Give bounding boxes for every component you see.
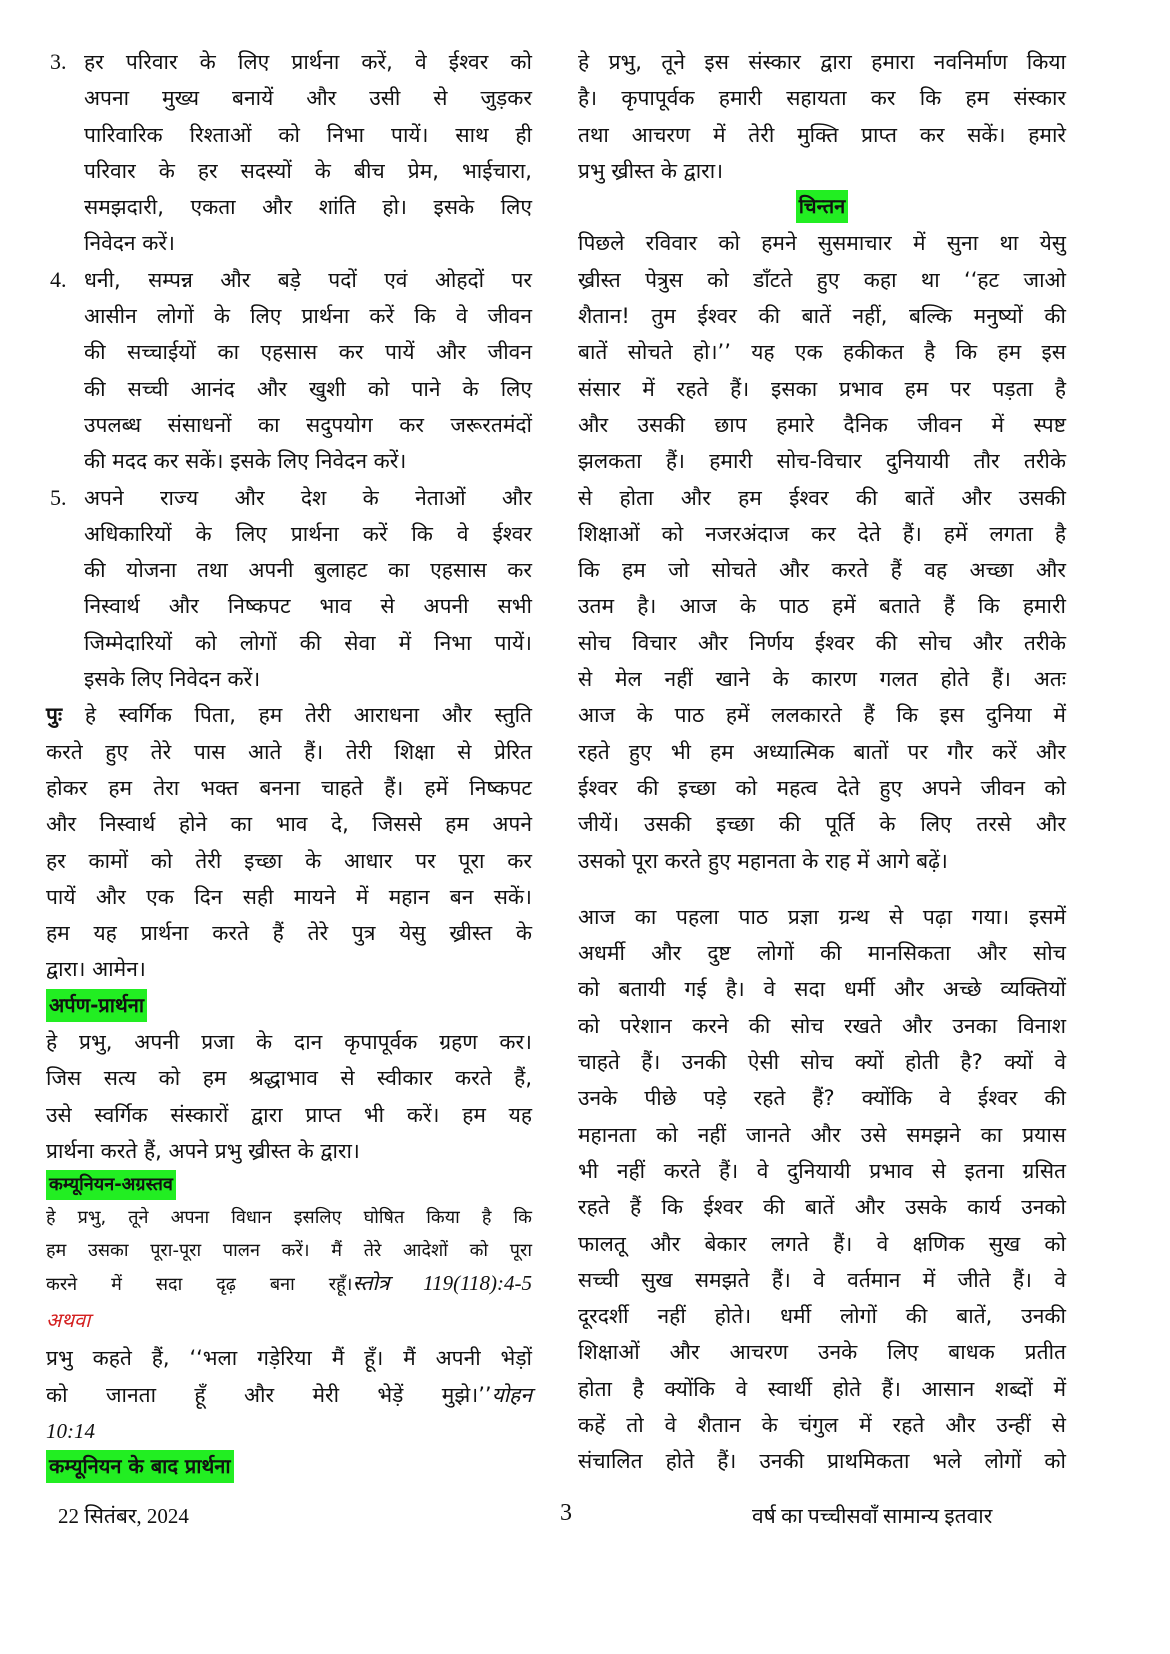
post-communion-heading-wrap — [46, 1449, 532, 1485]
text-line: हम उसका पूरा-पूरा पालन करें। मैं तेरे आदेशों को पूरा — [46, 1240, 532, 1262]
communion-antiphon-heading: कम्यूनियन-अग्रस्तव — [46, 1170, 176, 1200]
text-line: धनी, सम्पन्न और बड़े पदों एवं ओहदों पर — [84, 267, 532, 292]
text-span: को जानता हूँ और मेरी भेड़ें मुझे।’’ — [46, 1382, 492, 1407]
reflection-paragraph-2 — [578, 899, 1066, 1480]
post-communion-prayer — [578, 44, 1066, 189]
text-line: कि हम जो सोचते और करते हैं वह अच्छा और — [578, 558, 1066, 583]
text-line: को परेशान करने की सोच रखते और उनका विनाश — [578, 1013, 1066, 1038]
text-line: हर परिवार के लिए प्रार्थना करें, वे ईश्वर को — [84, 50, 532, 74]
text-line — [46, 697, 532, 733]
alternative-label: अथवा — [46, 1308, 91, 1333]
reflection-heading-wrap — [578, 189, 1066, 225]
text-line: उतम है। आज के पाठ हमें बताते हैं कि हमारी — [578, 594, 1066, 619]
text-line: हे प्रभु, तूने इस संस्कार द्वारा हमारा नवनिर्माण किया — [578, 50, 1066, 74]
text-line: हे प्रभु, अपनी प्रजा के दान कृपापूर्वक ग्रहण कर। — [46, 1030, 532, 1055]
text-line: शैतान! तुम ईश्वर की बातें नहीं, बल्कि मनुष्यों की — [578, 304, 1066, 329]
text-line: चाहते हैं। उनकी ऐसी सोच क्यों होती है? क्यों वे — [578, 1050, 1066, 1075]
scripture-reference: योहन — [491, 1382, 532, 1407]
text-line: पारिवारिक रिश्ताओं को निभा पायें। साथ ही — [84, 122, 532, 147]
text-line: कहें तो वे शैतान के चंगुल में रहते और उन्हीं से — [578, 1412, 1066, 1437]
text-line: से होता और हम ईश्वर की बातें और उसकी — [578, 485, 1066, 510]
offertory-prayer — [46, 1024, 532, 1169]
text-line: हर कामों को तेरी इच्छा के आधार पर पूरा कर — [46, 848, 532, 873]
text-line: आज का पहला पाठ प्रज्ञा ग्रन्थ से पढ़ा गया। इसमें — [578, 904, 1066, 929]
text-line: शिक्षाओं और आचरण उनके लिए बाधक प्रतीत — [578, 1340, 1066, 1365]
text-line: और उसकी छाप हमारे दैनिक जीवन में स्पष्ट — [578, 412, 1066, 437]
text-line: आज के पाठ हमें ललकारते हैं कि इस दुनिया में — [578, 703, 1066, 728]
text-line: अधिकारियों के लिए प्रार्थना करें कि वे ईश्वर — [84, 521, 532, 546]
text-line: से मेल नहीं खाने के कारण गलत होते हैं। अतः — [578, 667, 1066, 692]
text-line: फालतू और बेकार लगते हैं। वे क्षणिक सुख को — [578, 1231, 1066, 1256]
text-line: उपलब्ध संसाधनों का सदुपयोग कर जरूरतमंदों — [84, 412, 532, 437]
page-number: 3 — [560, 1500, 572, 1526]
text-line: अधर्मी और दुष्ट लोगों की मानसिकता और सोच — [578, 941, 1066, 966]
communion-antiphon-heading-wrap — [46, 1169, 532, 1201]
scripture-reference: स्तोत्र 119(118):4-5 — [352, 1271, 532, 1296]
text-line: निस्वार्थ और निष्कपट भाव से अपनी सभी — [84, 594, 532, 619]
text-line: करते हुए तेरे पास आते हैं। तेरी शिक्षा से प्रेरित — [46, 739, 532, 764]
paragraph-gap — [578, 879, 1066, 899]
text-line: झलकता हैं। हमारी सोच-विचार दुनियायी तौर तरीके — [578, 449, 1066, 474]
text-line: शिक्षाओं को नजरअंदाज कर देते हैं। हमें लगता है — [578, 521, 1066, 546]
text-line: पायें और एक दिन सही मायने में महान बन सकें। — [46, 884, 532, 909]
reflection-heading: चिन्तन — [796, 190, 849, 223]
text-line: सोच विचार और निर्णय ईश्वर की सोच और तरीके — [578, 630, 1066, 655]
text-line: अपना मुख्य बनायें और उसी से जुड़कर — [84, 86, 532, 111]
text-line: जीयें। उसकी इच्छा की पूर्ति के लिए तरसे और — [578, 812, 1066, 837]
priest-label: पुः — [46, 703, 63, 728]
post-communion-heading: कम्यूनियन के बाद प्रार्थना — [46, 1450, 234, 1483]
text-line: की सच्चाईयों का एहसास कर पायें और जीवन — [84, 340, 532, 365]
reflection-paragraph-1 — [578, 225, 1066, 878]
text-line: बातें सोचते हो।’’ यह एक हकीकत है कि हम इस — [578, 340, 1066, 365]
text-line: द्वारा। आमेन। — [46, 957, 146, 982]
text-line: निवेदन करें। — [84, 231, 175, 256]
text-line: महानता को नहीं जानते और उसे समझने का प्रयास — [578, 1122, 1066, 1147]
text-line: रहते हैं कि ईश्वर की बातें और उसके कार्य उनको — [578, 1195, 1066, 1220]
right-column — [578, 44, 1066, 1480]
item-number: 3. — [50, 49, 67, 74]
text-line: ईश्वर की इच्छा को महत्व देते हुए अपने जीवन को — [578, 775, 1066, 800]
text-line — [46, 1377, 532, 1413]
intercession-item-4 — [46, 262, 532, 480]
text-line: की योजना तथा अपनी बुलाहट का एहसास कर — [84, 558, 532, 583]
text-line: पिछले रविवार को हमने सुसमाचार में सुना था येसु — [578, 231, 1066, 256]
footer-occasion: वर्ष का पच्चीसवाँ सामान्य इतवार — [752, 1504, 993, 1528]
text-line: सच्ची सुख समझते हैं। वे वर्तमान में जीते हैं। वे — [578, 1267, 1066, 1292]
text-line: समझदारी, एकता और शांति हो। इसके लिए — [84, 195, 532, 220]
text-line: उसको पूरा करते हुए महानता के राह में आगे बढ़ें। — [578, 848, 948, 873]
text-line: ख्रीस्त पेत्रुस को डाँटते हुए कहा था ‘‘हट जाओ — [578, 267, 1066, 292]
text-line: हम यह प्रार्थना करते हैं तेरे पुत्र येसु ख्रीस्त के — [46, 921, 532, 946]
text-span: करने में सदा दृढ़ बना रहूँ। — [46, 1274, 353, 1296]
text-line: आसीन लोगों के लिए प्रार्थना करें कि वे जीवन — [84, 304, 532, 329]
offertory-heading-wrap — [46, 988, 532, 1024]
text-line: तथा आचरण में तेरी मुक्ति प्राप्त कर सकें। हमारे — [578, 122, 1066, 147]
item-number: 4. — [50, 266, 67, 292]
text-line: इसके लिए निवेदन करें। — [84, 667, 261, 692]
text-line: संचालित होते हैं। उनकी प्राथमिकता भले लोगों को — [578, 1449, 1066, 1474]
text-line: परिवार के हर सदस्यों के बीच प्रेम, भाईचारा, — [84, 158, 532, 183]
text-line: होकर हम तेरा भक्त बनना चाहते हैं। हमें निष्कपट — [46, 775, 532, 800]
intercession-item-5 — [46, 480, 532, 698]
footer-date: 22 सितंबर, 2024 — [58, 1504, 189, 1528]
text-line: को बतायी गई है। वे सदा धर्मी और अच्छे व्यक्तियों — [578, 977, 1066, 1002]
text-line: अपने राज्य और देश के नेताओं और — [84, 485, 532, 510]
text-line: होता है क्योंकि वे स्वार्थी होते हैं। आसान शब्दों में — [578, 1376, 1066, 1401]
priest-concluding-prayer — [46, 697, 532, 987]
text-line: संसार में रहते हैं। इसका प्रभाव हम पर पड़ता है — [578, 376, 1066, 401]
text-line: जिस सत्य को हम श्रद्धाभाव से स्वीकार करते हैं, — [46, 1066, 532, 1091]
text-line: हे प्रभु, तूने अपना विधान इसलिए घोषित किया है कि — [46, 1207, 532, 1229]
left-column — [46, 44, 532, 1485]
text-line: भी नहीं करते हैं। वे दुनियायी प्रभाव से इतना ग्रसित — [578, 1158, 1066, 1183]
text-line: की सच्ची आनंद और खुशी को पाने के लिए — [84, 376, 532, 401]
communion-antiphon — [46, 1201, 532, 1449]
text-line: उनके पीछे पड़े रहते हैं? क्योंकि वे ईश्वर की — [578, 1086, 1066, 1111]
scripture-reference: 10:14 — [46, 1418, 95, 1443]
text-line: प्रार्थना करते हैं, अपने प्रभु ख्रीस्त के द्वारा। — [46, 1138, 360, 1163]
text-line: रहते हुए भी हम अध्यात्मिक बातों पर गौर करें और — [578, 739, 1066, 764]
text-line: जिम्मेदारियों को लोगों की सेवा में निभा पायें। — [84, 630, 532, 655]
offertory-heading: अर्पण-प्रार्थना — [46, 989, 147, 1022]
item-number: 5. — [50, 484, 67, 510]
text-line: है। कृपापूर्वक हमारी सहायता कर कि हम संस्कार — [578, 86, 1066, 111]
text-line: प्रभु कहते हैं, ‘‘भला गड़ेरिया मैं हूँ। मैं अपनी भेड़ों — [46, 1346, 532, 1371]
text-line: प्रभु ख्रीस्त के द्वारा। — [578, 158, 724, 183]
text-line — [46, 1267, 532, 1300]
intercession-item-3 — [46, 44, 532, 262]
text-span: हे स्वर्गिक पिता, हम तेरी आराधना और स्तुति — [62, 703, 532, 728]
text-line: की मदद कर सकें। इसके लिए निवेदन करें। — [84, 449, 407, 474]
text-line: और निस्वार्थ होने का भाव दे, जिससे हम अपने — [46, 812, 532, 837]
text-line: उसे स्वर्गिक संस्कारों द्वारा प्राप्त भी करें। हम यह — [46, 1102, 532, 1127]
text-line: दूरदर्शी नहीं होते। धर्मी लोगों की बातें, उनकी — [578, 1304, 1066, 1329]
